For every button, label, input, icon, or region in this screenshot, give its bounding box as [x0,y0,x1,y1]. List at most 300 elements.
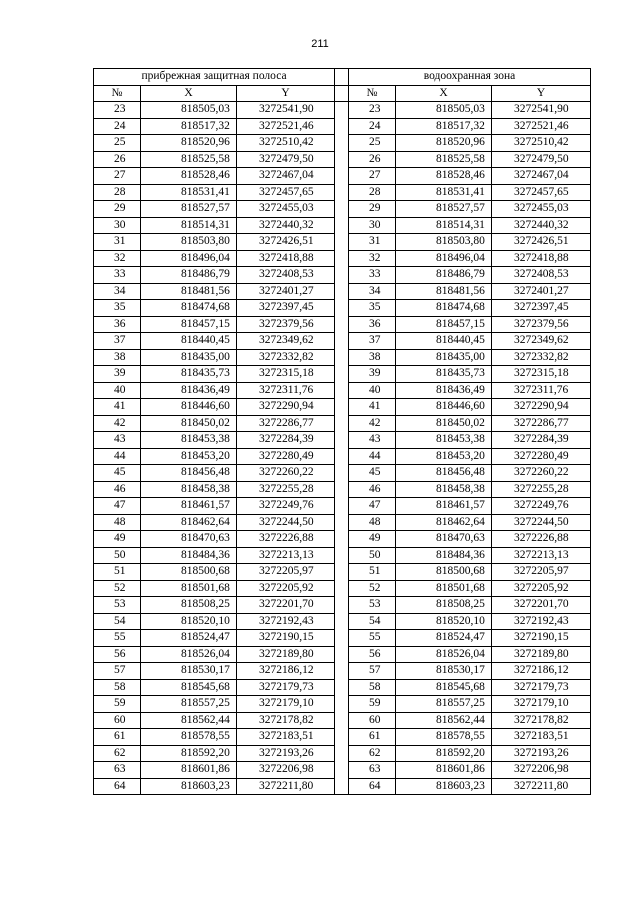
right-point-number: 54 [349,613,396,630]
right-point-number: 38 [349,349,396,366]
table-gap [335,399,349,416]
left-point-number: 32 [94,250,141,267]
right-point-number: 51 [349,564,396,581]
table-row [94,481,591,498]
right-y-value: 3272467,04 [492,168,591,185]
left-y-value: 3272205,97 [237,564,335,581]
table-gap [335,547,349,564]
right-y-value: 3272179,10 [492,696,591,713]
left-point-number: 38 [94,349,141,366]
left-y-value: 3272290,94 [237,399,335,416]
right-y-value: 3272226,88 [492,531,591,548]
right-y-value: 3272311,76 [492,382,591,399]
left-y-value: 3272397,45 [237,300,335,317]
left-x-value: 818496,04 [141,250,237,267]
right-point-number: 43 [349,432,396,449]
left-y-value: 3272183,51 [237,729,335,746]
left-x-value: 818486,79 [141,267,237,284]
right-point-number: 46 [349,481,396,498]
left-point-number: 50 [94,547,141,564]
right-x-value: 818520,10 [396,613,492,630]
left-point-number: 43 [94,432,141,449]
left-y-value: 3272510,42 [237,135,335,152]
left-y-value: 3272315,18 [237,366,335,383]
left-x-value: 818446,60 [141,399,237,416]
table-row [94,234,591,251]
table-row [94,382,591,399]
table-gap [335,102,349,119]
left-x-value: 818461,57 [141,498,237,515]
right-x-value: 818578,55 [396,729,492,746]
right-y-value: 3272457,65 [492,184,591,201]
left-y-value: 3272260,22 [237,465,335,482]
right-x-value: 818435,00 [396,349,492,366]
right-y-value: 3272205,97 [492,564,591,581]
right-y-value: 3272201,70 [492,597,591,614]
right-x-value: 818603,23 [396,778,492,795]
right-x-value: 818435,73 [396,366,492,383]
left-x-value: 818517,32 [141,118,237,135]
right-point-number: 55 [349,630,396,647]
table-row [94,580,591,597]
right-point-number: 64 [349,778,396,795]
left-y-value: 3272440,32 [237,217,335,234]
right-y-value: 3272397,45 [492,300,591,317]
table-gap [335,498,349,515]
left-point-number: 27 [94,168,141,185]
table-gap [335,349,349,366]
left-y-value: 3272401,27 [237,283,335,300]
left-point-number: 59 [94,696,141,713]
right-y-value: 3272284,39 [492,432,591,449]
table-gap [335,448,349,465]
right-point-number: 28 [349,184,396,201]
right-point-number: 35 [349,300,396,317]
table-row [94,663,591,680]
right-y-value: 3272211,80 [492,778,591,795]
right-point-number: 25 [349,135,396,152]
table-row [94,712,591,729]
left-y-value: 3272286,77 [237,415,335,432]
left-x-value: 818484,36 [141,547,237,564]
table-gap [335,415,349,432]
table-gap [335,432,349,449]
right-y-value: 3272260,22 [492,465,591,482]
left-point-number: 61 [94,729,141,746]
right-x-value: 818462,64 [396,514,492,531]
left-y-value: 3272179,73 [237,679,335,696]
right-y-value: 3272418,88 [492,250,591,267]
left-point-number: 60 [94,712,141,729]
table-gap [335,729,349,746]
left-y-value: 3272255,28 [237,481,335,498]
left-point-number: 25 [94,135,141,152]
left-point-number: 63 [94,762,141,779]
left-point-number: 52 [94,580,141,597]
left-point-number: 39 [94,366,141,383]
table-row [94,762,591,779]
left-x-value: 818453,38 [141,432,237,449]
left-x-value: 818520,96 [141,135,237,152]
left-x-value: 818458,38 [141,481,237,498]
left-y-value: 3272213,13 [237,547,335,564]
table-gap [335,283,349,300]
left-point-number: 48 [94,514,141,531]
left-point-number: 31 [94,234,141,251]
table-row [94,679,591,696]
right-point-number: 30 [349,217,396,234]
left-x-value: 818481,56 [141,283,237,300]
table-gap [335,135,349,152]
table-row [94,547,591,564]
right-y-value: 3272315,18 [492,366,591,383]
right-point-number: 57 [349,663,396,680]
right-x-value: 818562,44 [396,712,492,729]
left-x-value: 818508,25 [141,597,237,614]
left-y-value: 3272201,70 [237,597,335,614]
left-x-value: 818520,10 [141,613,237,630]
right-x-value: 818446,60 [396,399,492,416]
right-x-value: 818545,68 [396,679,492,696]
right-y-value: 3272205,92 [492,580,591,597]
right-x-value: 818503,80 [396,234,492,251]
left-y-value: 3272179,10 [237,696,335,713]
right-x-value: 818505,03 [396,102,492,119]
right-y-value: 3272249,76 [492,498,591,515]
right-y-value: 3272213,13 [492,547,591,564]
left-x-value: 818526,04 [141,646,237,663]
left-point-number: 47 [94,498,141,515]
table-gap [335,366,349,383]
right-x-value: 818450,02 [396,415,492,432]
table-gap [335,250,349,267]
right-x-value: 818481,56 [396,283,492,300]
right-y-value: 3272255,28 [492,481,591,498]
right-x-value: 818486,79 [396,267,492,284]
table-header-row [94,85,591,102]
left-y-value: 3272206,98 [237,762,335,779]
right-point-number: 63 [349,762,396,779]
table-row [94,283,591,300]
table-row [94,201,591,218]
left-y-value: 3272426,51 [237,234,335,251]
right-y-value: 3272440,32 [492,217,591,234]
table-row [94,399,591,416]
right-x-value: 818508,25 [396,597,492,614]
right-x-value: 818457,15 [396,316,492,333]
right-point-number: 26 [349,151,396,168]
left-point-number: 46 [94,481,141,498]
right-x-value: 818527,57 [396,201,492,218]
right-x-value: 818517,32 [396,118,492,135]
left-y-value: 3272418,88 [237,250,335,267]
right-point-number: 32 [349,250,396,267]
right-x-value: 818461,57 [396,498,492,515]
left-y-value: 3272178,82 [237,712,335,729]
table-gap [335,382,349,399]
right-col-num-header: № [349,85,396,102]
right-point-number: 42 [349,415,396,432]
table-gap [335,613,349,630]
table-gap [335,316,349,333]
table-gap [335,531,349,548]
left-point-number: 36 [94,316,141,333]
table-gap [335,217,349,234]
left-x-value: 818531,41 [141,184,237,201]
table-row [94,646,591,663]
table-row [94,778,591,795]
left-x-value: 818501,68 [141,580,237,597]
left-point-number: 45 [94,465,141,482]
table-row [94,184,591,201]
left-y-value: 3272193,26 [237,745,335,762]
left-point-number: 37 [94,333,141,350]
left-x-value: 818528,46 [141,168,237,185]
table-row [94,300,591,317]
left-point-number: 41 [94,399,141,416]
left-col-y-header: Y [237,85,335,102]
right-x-value: 818456,48 [396,465,492,482]
left-y-value: 3272205,92 [237,580,335,597]
left-x-value: 818527,57 [141,201,237,218]
left-point-number: 28 [94,184,141,201]
left-y-value: 3272211,80 [237,778,335,795]
right-y-value: 3272349,62 [492,333,591,350]
table-row [94,135,591,152]
right-y-value: 3272193,26 [492,745,591,762]
table-gap [335,663,349,680]
left-y-value: 3272284,39 [237,432,335,449]
table-row [94,316,591,333]
left-point-number: 35 [94,300,141,317]
left-point-number: 58 [94,679,141,696]
table-gap [335,151,349,168]
table-gap [335,234,349,251]
right-point-number: 44 [349,448,396,465]
right-point-number: 37 [349,333,396,350]
coordinates-table [93,68,591,795]
right-point-number: 33 [349,267,396,284]
right-point-number: 60 [349,712,396,729]
left-y-value: 3272349,62 [237,333,335,350]
table-title-row [94,69,591,86]
table-gap [335,580,349,597]
table-gap [335,762,349,779]
left-y-value: 3272190,15 [237,630,335,647]
left-x-value: 818436,49 [141,382,237,399]
left-x-value: 818557,25 [141,696,237,713]
left-x-value: 818530,17 [141,663,237,680]
right-col-y-header: Y [492,85,591,102]
left-y-value: 3272226,88 [237,531,335,548]
right-y-value: 3272178,82 [492,712,591,729]
right-y-value: 3272479,50 [492,151,591,168]
right-y-value: 3272192,43 [492,613,591,630]
table-gap [335,184,349,201]
left-x-value: 818545,68 [141,679,237,696]
left-point-number: 26 [94,151,141,168]
left-point-number: 54 [94,613,141,630]
left-point-number: 62 [94,745,141,762]
left-x-value: 818601,86 [141,762,237,779]
left-y-value: 3272379,56 [237,316,335,333]
right-y-value: 3272189,80 [492,646,591,663]
left-point-number: 42 [94,415,141,432]
right-y-value: 3272190,15 [492,630,591,647]
left-y-value: 3272189,80 [237,646,335,663]
left-point-number: 44 [94,448,141,465]
right-x-value: 818557,25 [396,696,492,713]
table-row [94,151,591,168]
right-y-value: 3272426,51 [492,234,591,251]
left-y-value: 3272479,50 [237,151,335,168]
right-y-value: 3272290,94 [492,399,591,416]
right-y-value: 3272379,56 [492,316,591,333]
right-point-number: 52 [349,580,396,597]
left-x-value: 818578,55 [141,729,237,746]
right-x-value: 818528,46 [396,168,492,185]
table-row [94,531,591,548]
table-gap [335,646,349,663]
right-point-number: 56 [349,646,396,663]
right-y-value: 3272455,03 [492,201,591,218]
left-y-value: 3272457,65 [237,184,335,201]
left-point-number: 49 [94,531,141,548]
table-row [94,118,591,135]
right-x-value: 818530,17 [396,663,492,680]
left-x-value: 818435,73 [141,366,237,383]
left-x-value: 818514,31 [141,217,237,234]
left-col-num-header: № [94,85,141,102]
right-point-number: 58 [349,679,396,696]
right-y-value: 3272179,73 [492,679,591,696]
right-point-number: 29 [349,201,396,218]
right-x-value: 818500,68 [396,564,492,581]
table-row [94,729,591,746]
left-y-value: 3272186,12 [237,663,335,680]
table-row [94,217,591,234]
right-y-value: 3272510,42 [492,135,591,152]
right-x-value: 818524,47 [396,630,492,647]
right-point-number: 40 [349,382,396,399]
table-gap [335,333,349,350]
left-x-value: 818470,63 [141,531,237,548]
table-row [94,432,591,449]
left-x-value: 818435,00 [141,349,237,366]
right-y-value: 3272280,49 [492,448,591,465]
table-row [94,465,591,482]
table-gap [335,168,349,185]
left-y-value: 3272541,90 [237,102,335,119]
left-point-number: 53 [94,597,141,614]
left-y-value: 3272332,82 [237,349,335,366]
left-x-value: 818525,58 [141,151,237,168]
right-point-number: 53 [349,597,396,614]
right-x-value: 818526,04 [396,646,492,663]
left-point-number: 30 [94,217,141,234]
table-row [94,564,591,581]
table-row [94,514,591,531]
table-row [94,448,591,465]
table-gap [335,201,349,218]
left-table-title: прибрежная защитная полоса [94,69,335,86]
left-point-number: 29 [94,201,141,218]
right-x-value: 818440,45 [396,333,492,350]
left-y-value: 3272192,43 [237,613,335,630]
table-row [94,102,591,119]
right-y-value: 3272541,90 [492,102,591,119]
right-y-value: 3272401,27 [492,283,591,300]
right-x-value: 818531,41 [396,184,492,201]
left-y-value: 3272521,46 [237,118,335,135]
right-point-number: 23 [349,102,396,119]
right-point-number: 34 [349,283,396,300]
right-point-number: 24 [349,118,396,135]
right-x-value: 818453,20 [396,448,492,465]
left-point-number: 34 [94,283,141,300]
right-y-value: 3272408,53 [492,267,591,284]
table-row [94,630,591,647]
right-y-value: 3272244,50 [492,514,591,531]
table-gap [335,481,349,498]
left-y-value: 3272280,49 [237,448,335,465]
table-row [94,267,591,284]
left-x-value: 818503,80 [141,234,237,251]
left-col-x-header: X [141,85,237,102]
right-x-value: 818484,36 [396,547,492,564]
table-row [94,349,591,366]
left-x-value: 818450,02 [141,415,237,432]
left-x-value: 818457,15 [141,316,237,333]
right-point-number: 61 [349,729,396,746]
table-gap [335,300,349,317]
right-point-number: 45 [349,465,396,482]
right-x-value: 818436,49 [396,382,492,399]
table-gap [335,696,349,713]
table-gap [335,630,349,647]
table-gap [335,778,349,795]
table-row [94,415,591,432]
right-x-value: 818501,68 [396,580,492,597]
table-row [94,366,591,383]
left-x-value: 818562,44 [141,712,237,729]
right-y-value: 3272186,12 [492,663,591,680]
right-x-value: 818496,04 [396,250,492,267]
right-point-number: 41 [349,399,396,416]
left-y-value: 3272244,50 [237,514,335,531]
table-row [94,333,591,350]
right-y-value: 3272286,77 [492,415,591,432]
table-row [94,613,591,630]
left-point-number: 64 [94,778,141,795]
table-gap [335,712,349,729]
table-gap [335,465,349,482]
right-y-value: 3272332,82 [492,349,591,366]
table-gap [335,118,349,135]
right-point-number: 50 [349,547,396,564]
right-point-number: 31 [349,234,396,251]
right-y-value: 3272183,51 [492,729,591,746]
right-x-value: 818514,31 [396,217,492,234]
left-x-value: 818592,20 [141,745,237,762]
right-point-number: 59 [349,696,396,713]
table-row [94,597,591,614]
left-y-value: 3272455,03 [237,201,335,218]
right-point-number: 36 [349,316,396,333]
right-point-number: 47 [349,498,396,515]
table-gap [335,745,349,762]
right-x-value: 818520,96 [396,135,492,152]
